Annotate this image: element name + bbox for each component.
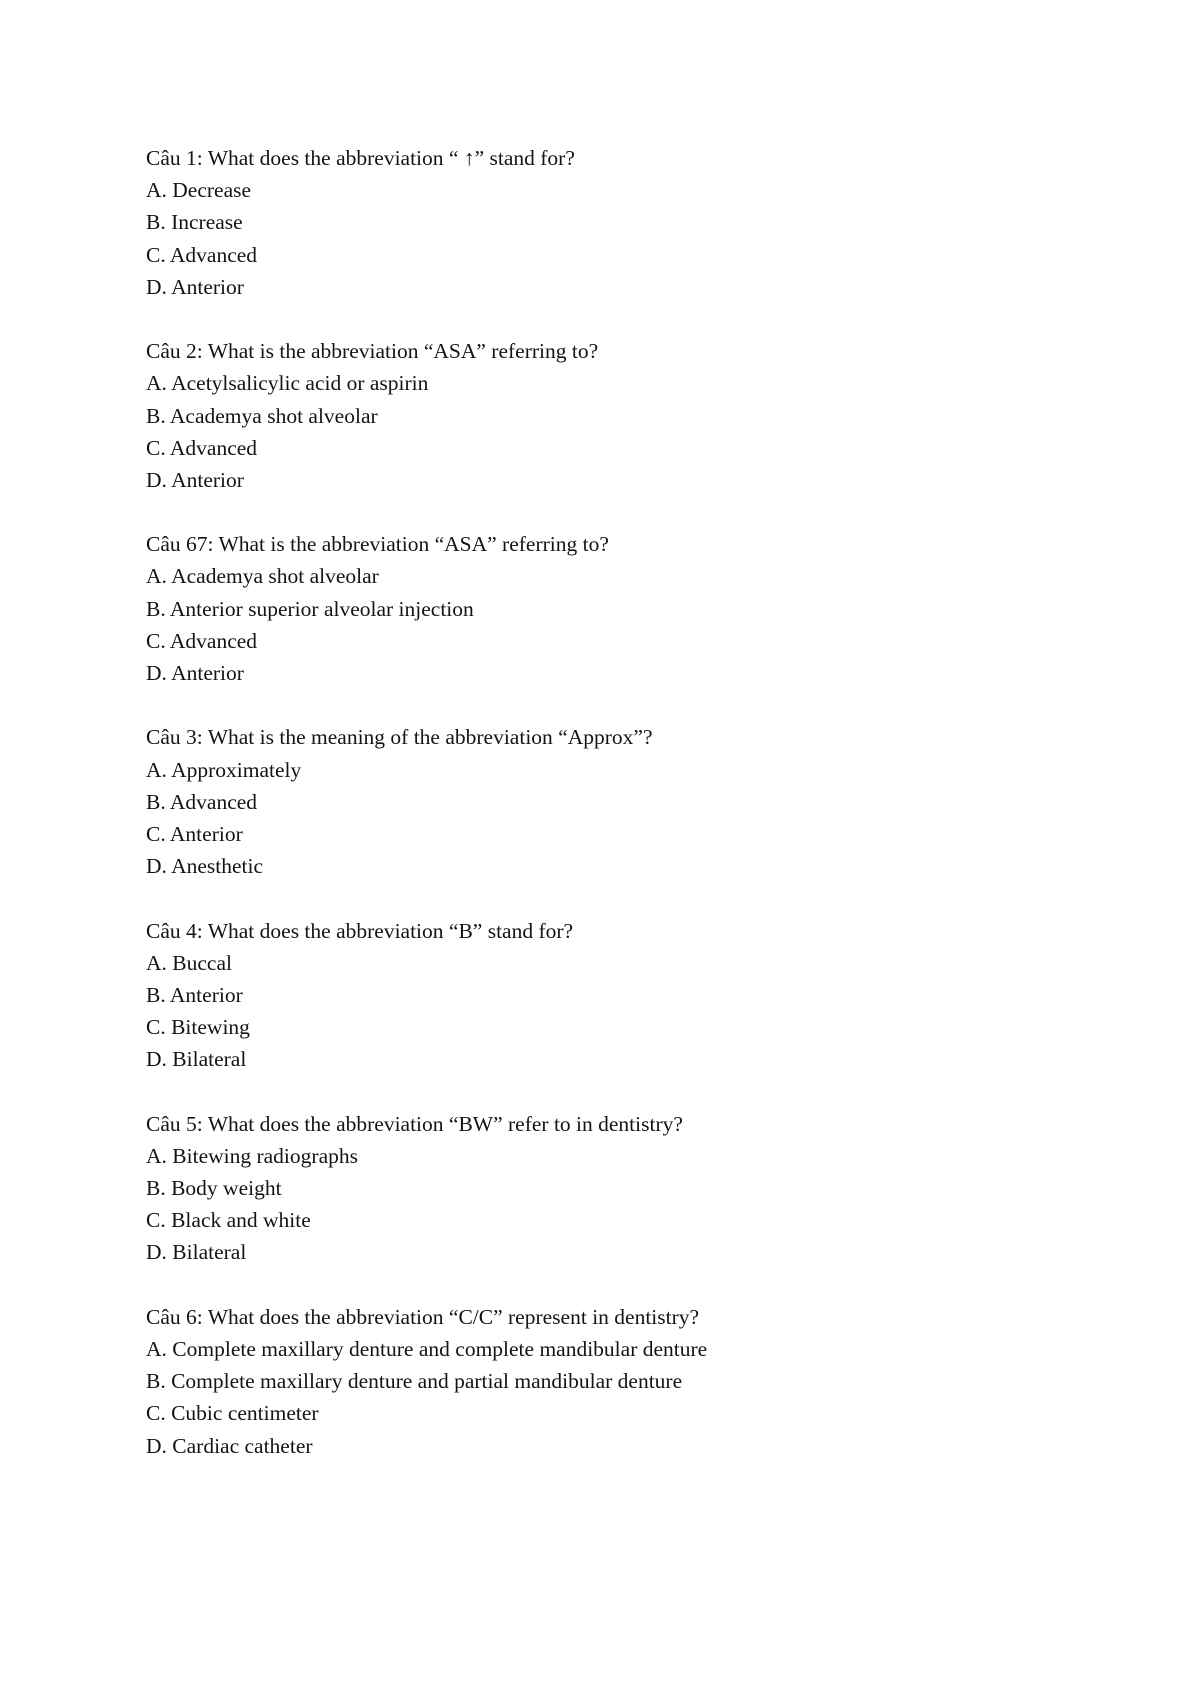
answer-option: C. Advanced xyxy=(146,242,258,267)
answer-option: D. Anterior xyxy=(146,274,244,299)
answer-option: C. Bitewing xyxy=(146,1015,250,1040)
answer-option: A. Complete maxillary denture and complete mandibular denture xyxy=(146,1336,708,1361)
answer-option: B. Anterior xyxy=(146,982,243,1007)
answer-option: B. Body weight xyxy=(146,1176,282,1200)
answer-option: A. Decrease xyxy=(146,178,252,203)
question-prompt: Câu 4: What does the abbreviation “B” stand for? xyxy=(146,918,574,943)
question-block xyxy=(146,1108,1106,1269)
question-block xyxy=(146,1301,1106,1462)
answer-option: B. Anterior superior alveolar injection xyxy=(146,596,474,621)
answer-option: D. Bilateral xyxy=(146,1240,247,1265)
question-block xyxy=(146,142,1106,303)
question-block xyxy=(146,915,1106,1076)
answer-option: D. Cardiac catheter xyxy=(146,1433,313,1458)
answer-option: C. Anterior xyxy=(146,821,243,846)
answer-option: C. Advanced xyxy=(146,435,258,460)
answer-option: D. Bilateral xyxy=(146,1047,247,1072)
question-block xyxy=(146,721,1106,882)
question-block xyxy=(146,335,1106,496)
answer-option: D. Anterior xyxy=(146,467,244,492)
answer-option: B. Academya shot alveolar xyxy=(146,403,378,428)
answer-option: B. Complete maxillary denture and partial mandibular denture xyxy=(146,1369,683,1394)
answer-option: C. Cubic centimeter xyxy=(146,1401,319,1426)
question-prompt: Câu 6: What does the abbreviation “C/C” represent in dentistry? xyxy=(146,1304,700,1329)
answer-option: B. Increase xyxy=(146,210,243,235)
question-list xyxy=(146,142,1106,1494)
answer-option: C. Advanced xyxy=(146,628,258,653)
question-prompt: Câu 2: What is the abbreviation “ASA” referring to? xyxy=(146,339,599,364)
question-block xyxy=(146,528,1106,689)
answer-option: D. Anesthetic xyxy=(146,854,264,879)
answer-option: A. Academya shot alveolar xyxy=(146,564,379,589)
answer-option: A. Acetylsalicylic acid or aspirin xyxy=(146,371,429,396)
question-prompt: Câu 5: What does the abbreviation “BW” refer to in dentistry? xyxy=(146,1111,683,1136)
question-prompt: Câu 1: What does the abbreviation “ ↑” stand for? xyxy=(146,146,575,170)
answer-option: A. Bitewing radiographs xyxy=(146,1143,358,1168)
question-prompt: Câu 3: What is the meaning of the abbreviation “Approx”? xyxy=(146,725,653,750)
answer-option: A. Approximately xyxy=(146,757,302,782)
answer-option: B. Advanced xyxy=(146,789,258,814)
answer-option: C. Black and white xyxy=(146,1208,311,1233)
question-prompt: Câu 67: What is the abbreviation “ASA” referring to? xyxy=(146,532,609,557)
answer-option: A. Buccal xyxy=(146,950,232,975)
answer-option: D. Anterior xyxy=(146,661,244,685)
